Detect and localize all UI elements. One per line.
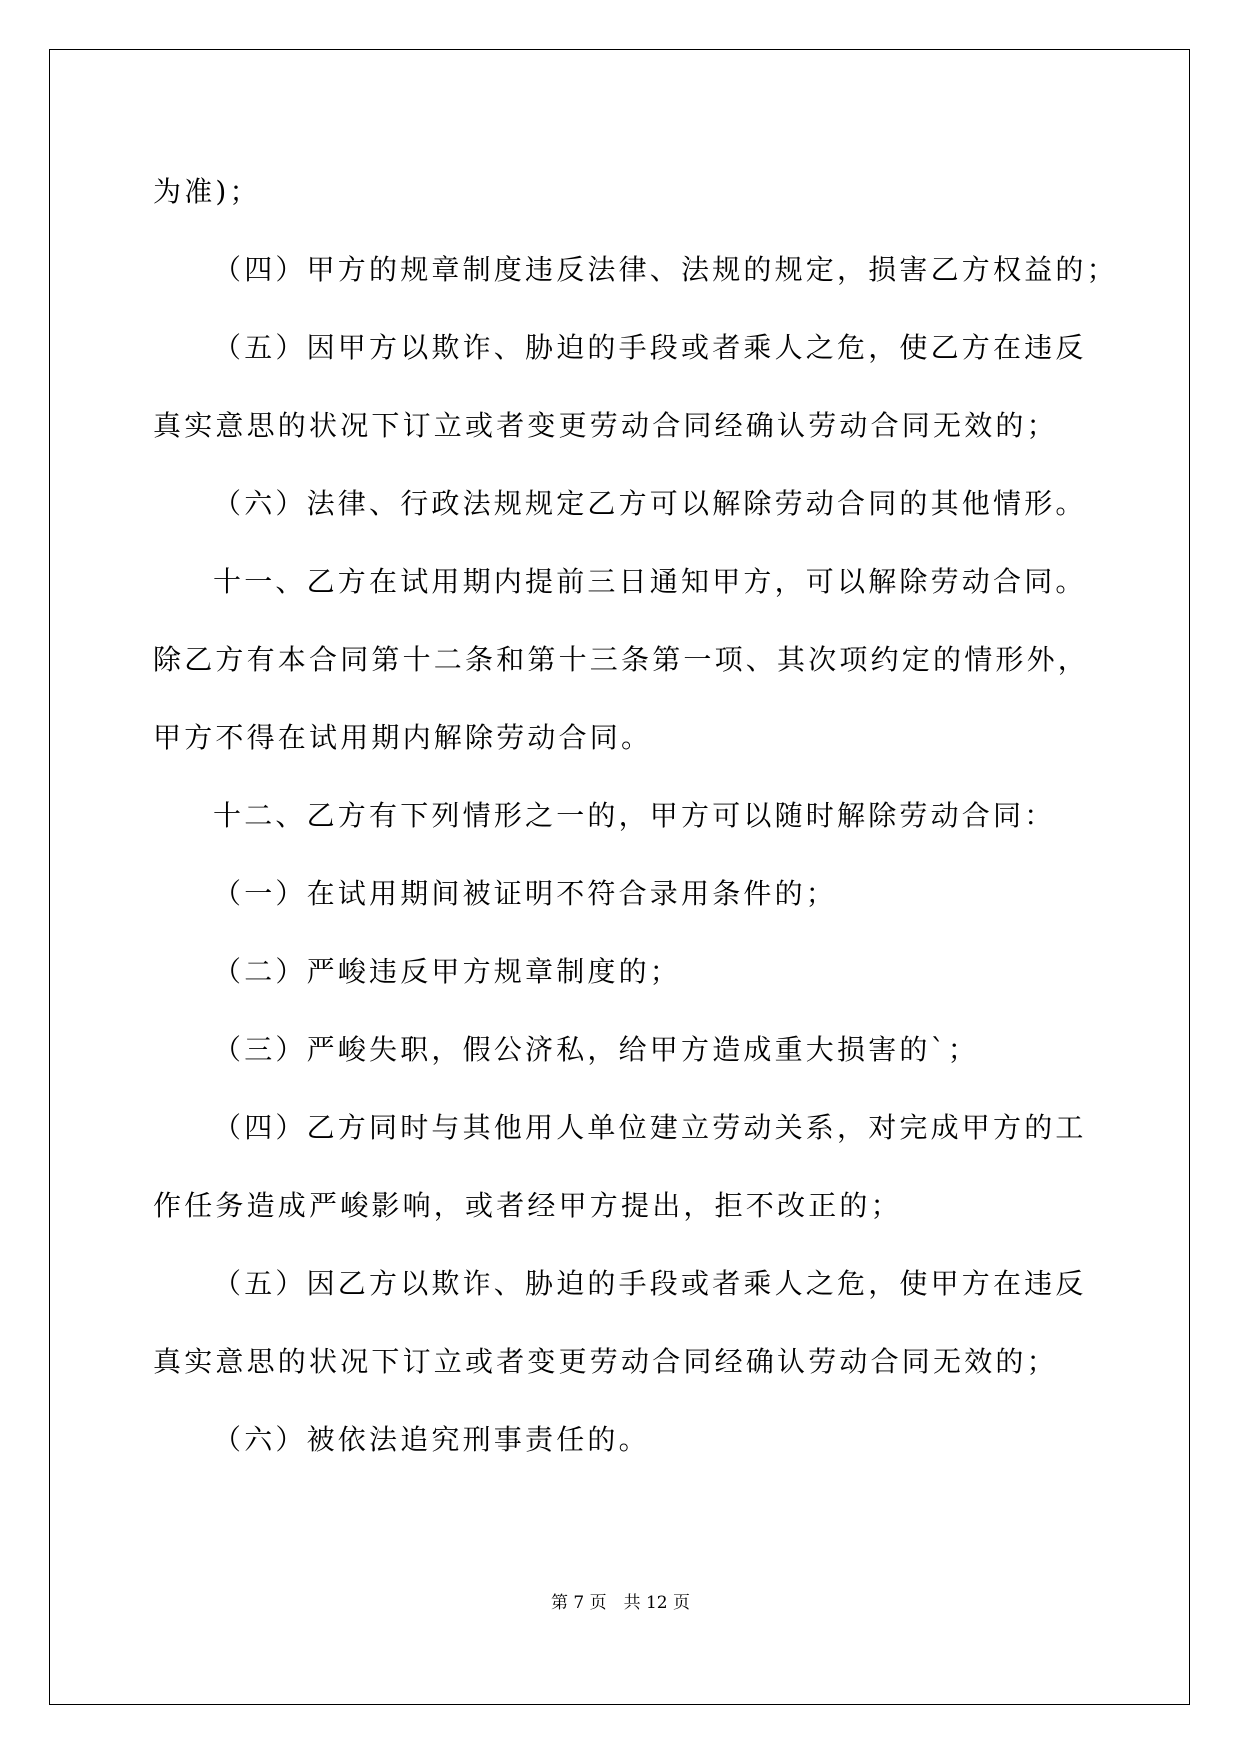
text-line: （二）严峻违反甲方规章制度的； (213, 955, 682, 988)
text-line: （四）乙方同时与其他用人单位建立劳动关系，对完成甲方的工 (213, 1111, 1087, 1144)
text-line: （五）因乙方以欺诈、胁迫的手段或者乘人之危，使甲方在违反 (213, 1267, 1087, 1300)
text-line: 真实意思的状况下订立或者变更劳动合同经确认劳动合同无效的； (153, 1345, 1058, 1378)
text-line: 作任务造成严峻影响，或者经甲方提出，拒不改正的； (153, 1189, 902, 1222)
text-line: （一）在试用期间被证明不符合录用条件的； (213, 877, 838, 910)
text-line: （六）被依法追究刑事责任的。 (213, 1423, 650, 1456)
text-line: 甲方不得在试用期内解除劳动合同。 (153, 721, 653, 754)
text-line: 十二、乙方有下列情形之一的，甲方可以随时解除劳动合同： (213, 799, 1056, 832)
text-line: （五）因甲方以欺诈、胁迫的手段或者乘人之危，使乙方在违反 (213, 331, 1087, 364)
text-line: （四）甲方的规章制度违反法律、法规的规定，损害乙方权益的； (213, 253, 1118, 286)
text-line: （六）法律、行政法规规定乙方可以解除劳动合同的其他情形。 (213, 487, 1087, 520)
text-line: 真实意思的状况下订立或者变更劳动合同经确认劳动合同无效的； (153, 409, 1058, 442)
text-line: （三）严峻失职，假公济私，给甲方造成重大损害的`； (213, 1033, 980, 1066)
page-number: 第 7 页 共 12 页 (550, 1593, 691, 1613)
text-line: 为准)； (153, 175, 261, 208)
text-line: 十一、乙方在试用期内提前三日通知甲方，可以解除劳动合同。 (213, 565, 1087, 598)
text-line: 除乙方有本合同第十二条和第十三条第一项、其次项约定的情形外， (153, 643, 1090, 676)
